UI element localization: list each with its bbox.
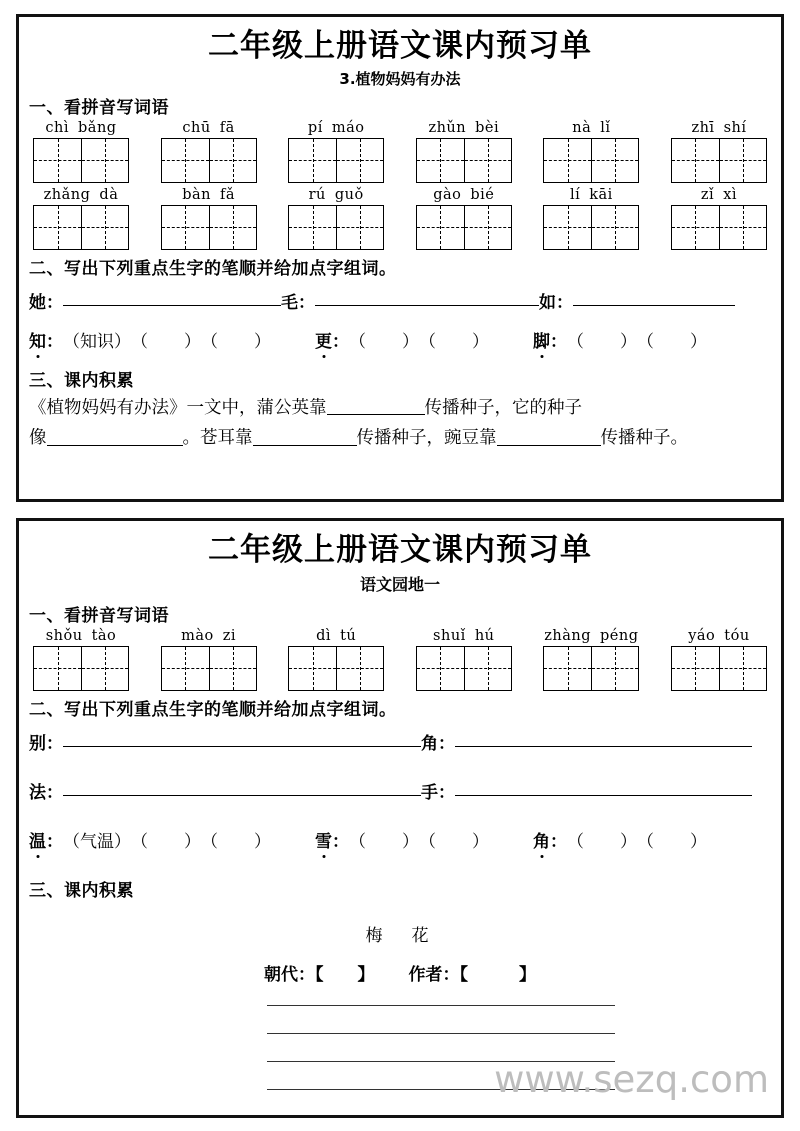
example-word: （知识） xyxy=(63,331,131,352)
section-heading-pinyin-1: 一、看拼音写词语 xyxy=(29,97,169,118)
word-building-row xyxy=(29,327,771,352)
poem-answer-line[interactable] xyxy=(267,1089,615,1090)
section-heading-pinyin-2: 一、看拼音写词语 xyxy=(29,605,169,626)
tianzige-cell[interactable] xyxy=(417,139,464,182)
pinyin-syllable: gào xyxy=(433,186,462,203)
dynasty-label: 朝代： xyxy=(264,964,315,985)
stroke-order-blank[interactable] xyxy=(63,795,421,796)
tianzige-cell[interactable] xyxy=(417,206,464,249)
word-block xyxy=(416,120,512,183)
tianzige-cell[interactable] xyxy=(591,206,638,249)
recall-passage-line-1 xyxy=(29,393,771,424)
tianzige-box[interactable] xyxy=(416,646,512,691)
pinyin-grid-row-2 xyxy=(29,187,771,250)
stroke-order-row xyxy=(29,288,771,313)
pinyin-label xyxy=(701,187,737,203)
answer-paren[interactable]: （ ） xyxy=(567,831,637,852)
answer-paren[interactable]: （ ） xyxy=(637,831,707,852)
answer-paren[interactable]: （ ） xyxy=(131,831,201,852)
answer-paren[interactable]: （ ） xyxy=(567,331,637,352)
passage-blank[interactable] xyxy=(253,428,357,447)
recall-passage xyxy=(29,393,771,454)
tianzige-cell[interactable] xyxy=(672,647,719,690)
pinyin-syllable: fǎ xyxy=(219,186,235,203)
emphasis-char: 雪 xyxy=(315,827,332,852)
pinyin-syllable: kāi xyxy=(589,186,613,203)
pinyin-grid-row-3 xyxy=(29,628,771,691)
word-block xyxy=(671,628,767,691)
tianzige-cell[interactable] xyxy=(209,647,256,690)
passage-text: 。苍耳靠 xyxy=(182,428,253,449)
stroke-order-blank[interactable] xyxy=(315,305,539,306)
pinyin-syllable: bàn xyxy=(182,186,211,203)
colon: ： xyxy=(46,331,63,352)
section-heading-strokes-2: 二、写出下列重点生字的笔顺并给加点字组词。 xyxy=(29,699,397,720)
worksheet-card-2 xyxy=(16,518,784,1118)
passage-blank[interactable] xyxy=(47,428,183,447)
pinyin-syllable: zhǎng xyxy=(43,186,91,203)
pinyin-syllable: zhàng xyxy=(544,627,591,644)
tianzige-cell[interactable] xyxy=(719,206,766,249)
section-heading-recall-1: 三、课内积累 xyxy=(29,370,134,391)
pinyin-syllable: zhī xyxy=(691,119,715,136)
answer-paren[interactable]: （ ） xyxy=(201,831,271,852)
pinyin-syllable: lǐ xyxy=(600,119,611,136)
pinyin-syllable: pí xyxy=(307,119,323,136)
answer-paren[interactable]: （ ） xyxy=(131,331,201,352)
pinyin-syllable: péng xyxy=(600,627,639,644)
tianzige-cell[interactable] xyxy=(81,206,128,249)
pinyin-syllable: tóu xyxy=(724,627,750,644)
pinyin-label xyxy=(572,120,610,136)
page-title-1: 二年级上册语文课内预习单 xyxy=(208,28,592,64)
page-subtitle-1: 3.植物妈妈有办法 xyxy=(339,69,461,88)
stroke-order-row xyxy=(29,778,771,803)
tianzige-cell[interactable] xyxy=(336,206,383,249)
passage-text: 传播种子，豌豆靠 xyxy=(356,428,497,449)
word-building-row xyxy=(29,827,771,852)
pinyin-syllable: yáo xyxy=(688,627,716,644)
stroke-char-label: 她： xyxy=(29,292,63,313)
section-heading-strokes-1: 二、写出下列重点生字的笔顺并给加点字组词。 xyxy=(29,258,397,279)
pinyin-syllable: tào xyxy=(91,627,117,644)
pinyin-syllable: chì xyxy=(45,119,70,136)
example-word: （气温） xyxy=(63,831,131,852)
word-block xyxy=(288,120,384,183)
pinyin-grid-row-1 xyxy=(29,120,771,183)
tianzige-cell[interactable] xyxy=(336,139,383,182)
stroke-order-blank[interactable] xyxy=(63,746,421,747)
pinyin-label xyxy=(309,187,364,203)
pinyin-syllable: zǐ xyxy=(700,186,715,203)
pinyin-syllable: dà xyxy=(99,186,119,203)
stroke-order-blank[interactable] xyxy=(455,746,752,747)
colon: ： xyxy=(550,331,567,352)
word-block xyxy=(161,628,257,691)
word-block xyxy=(671,187,767,250)
tianzige-cell[interactable] xyxy=(289,139,336,182)
stroke-char-label: 别： xyxy=(29,733,63,754)
word-block xyxy=(543,120,639,183)
tianzige-cell[interactable] xyxy=(34,647,81,690)
pinyin-label xyxy=(691,120,746,136)
pinyin-syllable: shuǐ xyxy=(433,627,466,644)
pinyin-syllable: guǒ xyxy=(334,186,364,203)
tianzige-cell[interactable] xyxy=(81,647,128,690)
passage-text: 传播种子，它的种子 xyxy=(424,397,582,418)
tianzige-cell[interactable] xyxy=(209,139,256,182)
tianzige-cell[interactable] xyxy=(289,647,336,690)
colon: ： xyxy=(332,831,349,852)
pinyin-label xyxy=(181,628,236,644)
tianzige-box[interactable] xyxy=(161,646,257,691)
tianzige-box[interactable] xyxy=(161,205,257,250)
word-block xyxy=(671,120,767,183)
poem-title: 梅 花 xyxy=(365,925,435,946)
pinyin-label xyxy=(316,628,356,644)
word-block xyxy=(33,628,129,691)
answer-paren[interactable]: （ ） xyxy=(349,331,419,352)
page-title-2: 二年级上册语文课内预习单 xyxy=(208,532,592,568)
tianzige-cell[interactable] xyxy=(544,139,591,182)
tianzige-cell[interactable] xyxy=(289,206,336,249)
tianzige-cell[interactable] xyxy=(719,139,766,182)
tianzige-cell[interactable] xyxy=(591,647,638,690)
tianzige-cell[interactable] xyxy=(34,206,81,249)
answer-paren[interactable]: （ ） xyxy=(419,331,489,352)
tianzige-box[interactable] xyxy=(543,646,639,691)
colon: ： xyxy=(332,331,349,352)
tianzige-cell[interactable] xyxy=(464,139,511,182)
pinyin-label xyxy=(570,187,613,203)
word-block xyxy=(543,628,639,691)
passage-text: 《植物妈妈有办法》一文中，蒲公英靠 xyxy=(29,397,327,418)
stroke-char-label: 角： xyxy=(421,733,455,754)
watermark: www.sezq.com xyxy=(494,1058,769,1101)
worksheet-card-1 xyxy=(16,14,784,502)
pinyin-syllable: hú xyxy=(474,627,495,644)
pinyin-syllable: shí xyxy=(723,119,747,136)
tianzige-cell[interactable] xyxy=(162,206,209,249)
word-block xyxy=(416,187,512,250)
poem-answer-line[interactable] xyxy=(267,1033,615,1034)
pinyin-syllable: mào xyxy=(181,627,214,644)
tianzige-cell[interactable] xyxy=(34,139,81,182)
pinyin-syllable: bǎng xyxy=(78,119,117,136)
pinyin-label xyxy=(308,120,365,136)
tianzige-cell[interactable] xyxy=(162,139,209,182)
pinyin-label xyxy=(428,120,499,136)
pinyin-label xyxy=(433,187,494,203)
word-block xyxy=(416,628,512,691)
poem-meta xyxy=(29,960,771,985)
pinyin-syllable: zhǔn xyxy=(428,119,467,136)
section-heading-recall-2: 三、课内积累 xyxy=(29,880,134,901)
tianzige-cell[interactable] xyxy=(336,647,383,690)
stroke-char-label: 毛： xyxy=(281,292,315,313)
word-block xyxy=(288,628,384,691)
tianzige-box[interactable] xyxy=(33,646,129,691)
tianzige-box[interactable] xyxy=(33,205,129,250)
stroke-order-blank[interactable] xyxy=(63,305,281,306)
dynasty-bracket-field[interactable]: 【 】 xyxy=(315,964,375,985)
poem-answer-lines xyxy=(29,1005,771,1090)
pinyin-syllable: shǒu xyxy=(45,627,83,644)
stroke-char-label: 法： xyxy=(29,782,63,803)
emphasis-char: 脚 xyxy=(533,327,550,352)
word-block xyxy=(33,187,129,250)
tianzige-box[interactable] xyxy=(543,205,639,250)
pinyin-label xyxy=(44,187,119,203)
pinyin-label xyxy=(45,120,116,136)
recall-passage-line-2 xyxy=(29,423,771,454)
tianzige-cell[interactable] xyxy=(464,647,511,690)
tianzige-box[interactable] xyxy=(288,205,384,250)
tianzige-cell[interactable] xyxy=(81,139,128,182)
tianzige-cell[interactable] xyxy=(544,647,591,690)
answer-paren[interactable]: （ ） xyxy=(419,831,489,852)
pinyin-label xyxy=(182,187,235,203)
page-subtitle-2: 语文园地一 xyxy=(359,574,440,594)
tianzige-box[interactable] xyxy=(33,138,129,183)
pinyin-syllable: zi xyxy=(222,627,237,644)
poem-answer-line[interactable] xyxy=(267,1005,615,1006)
tianzige-box[interactable] xyxy=(288,646,384,691)
stroke-order-blank[interactable] xyxy=(573,305,735,306)
colon: ： xyxy=(550,831,567,852)
poem-answer-line[interactable] xyxy=(267,1061,615,1062)
tianzige-box[interactable] xyxy=(288,138,384,183)
passage-blank[interactable] xyxy=(497,428,601,447)
passage-blank[interactable] xyxy=(327,397,425,416)
tianzige-cell[interactable] xyxy=(209,206,256,249)
tianzige-cell[interactable] xyxy=(591,139,638,182)
emphasis-char: 知 xyxy=(29,327,46,352)
stroke-order-blank[interactable] xyxy=(455,795,752,796)
tianzige-cell[interactable] xyxy=(544,206,591,249)
tianzige-box[interactable] xyxy=(543,138,639,183)
pinyin-label xyxy=(433,628,494,644)
author-bracket-field[interactable]: 【 】 xyxy=(459,964,536,985)
pinyin-syllable: rú xyxy=(308,186,326,203)
pinyin-syllable: lí xyxy=(569,186,581,203)
pinyin-syllable: xì xyxy=(723,186,738,203)
answer-paren[interactable]: （ ） xyxy=(637,331,707,352)
pinyin-syllable: máo xyxy=(331,119,365,136)
pinyin-syllable: bèi xyxy=(475,119,500,136)
stroke-char-label: 如： xyxy=(539,292,573,313)
tianzige-box[interactable] xyxy=(671,205,767,250)
author-label: 作者： xyxy=(408,964,460,985)
word-block xyxy=(33,120,129,183)
word-block xyxy=(543,187,639,250)
pinyin-syllable: tú xyxy=(340,627,357,644)
word-block xyxy=(161,120,257,183)
stroke-char-label: 手： xyxy=(421,782,455,803)
tianzige-cell[interactable] xyxy=(417,647,464,690)
pinyin-syllable: chū xyxy=(182,119,211,136)
tianzige-cell[interactable] xyxy=(719,647,766,690)
emphasis-char: 角 xyxy=(533,827,550,852)
word-block xyxy=(161,187,257,250)
pinyin-label xyxy=(688,628,749,644)
pinyin-syllable: nà xyxy=(572,119,592,136)
pinyin-syllable: bié xyxy=(470,186,495,203)
answer-paren[interactable]: （ ） xyxy=(349,831,419,852)
tianzige-box[interactable] xyxy=(671,646,767,691)
answer-paren[interactable]: （ ） xyxy=(201,331,271,352)
pinyin-label xyxy=(182,120,234,136)
word-block xyxy=(288,187,384,250)
tianzige-cell[interactable] xyxy=(464,206,511,249)
pinyin-syllable: dì xyxy=(316,627,332,644)
worksheet-1-body xyxy=(19,17,781,499)
pinyin-label xyxy=(544,628,638,644)
emphasis-char: 温 xyxy=(29,827,46,852)
passage-text: 像 xyxy=(29,428,47,449)
emphasis-char: 更 xyxy=(315,327,332,352)
worksheet-2-body xyxy=(19,521,781,1115)
tianzige-cell[interactable] xyxy=(672,206,719,249)
pinyin-label xyxy=(46,628,117,644)
pinyin-syllable: fā xyxy=(219,119,235,136)
tianzige-box[interactable] xyxy=(416,138,512,183)
colon: ： xyxy=(46,831,63,852)
passage-text: 传播种子。 xyxy=(600,428,688,449)
tianzige-box[interactable] xyxy=(416,205,512,250)
tianzige-cell[interactable] xyxy=(162,647,209,690)
tianzige-box[interactable] xyxy=(161,138,257,183)
tianzige-box[interactable] xyxy=(671,138,767,183)
tianzige-cell[interactable] xyxy=(672,139,719,182)
stroke-order-row xyxy=(29,729,771,754)
